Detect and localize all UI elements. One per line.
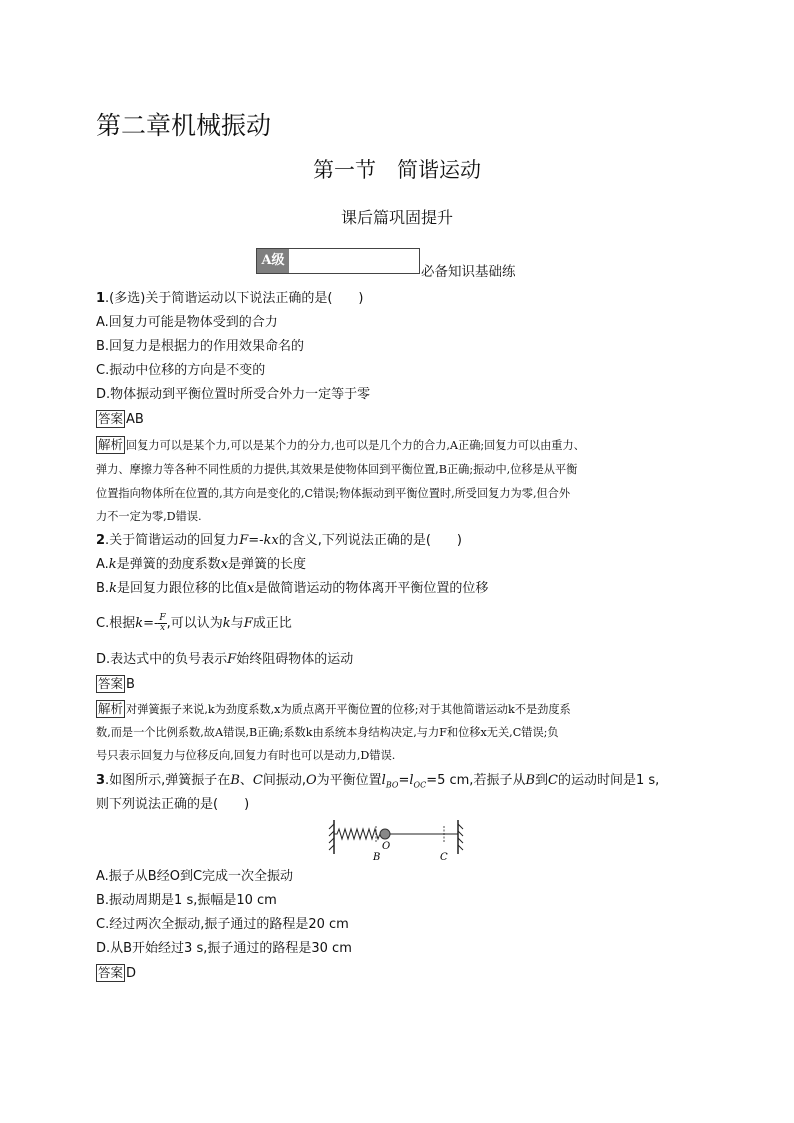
level-text: 必备知识基础练 <box>421 264 516 280</box>
oscillator-ball <box>380 829 390 839</box>
answer-tag: 答案 <box>98 676 124 691</box>
q2-stem-post: 的含义,下列说法正确的是( ) <box>278 533 462 548</box>
q3-stem-to: 到 <box>535 773 549 788</box>
q3-stem-post: =5 cm,若振子从 <box>426 773 526 788</box>
q1-number: 1 <box>96 291 106 306</box>
q3-stem-end: 的运动时间是1 s, <box>557 773 660 788</box>
q3-stem-b2: B <box>525 773 536 788</box>
q2-opt-a-mid: 是弹簧的劲度系数 <box>116 557 221 572</box>
q2-option-d <box>96 651 353 669</box>
q1-option-b: B.回复力是根据力的作用效果命名的 <box>96 339 305 354</box>
q2-analysis-line-2: 数,而是一个比例系数,故A错误,B正确;系数k由系统本身结构决定,与力F和位移x无关,C错误;负 <box>96 726 559 739</box>
section-title: 第一节 简谐运动 <box>313 158 481 182</box>
q3-stem-line-2: 则下列说法正确的是( ) <box>96 797 250 812</box>
q2-option-b <box>96 580 488 598</box>
q3-stem-l-bo: l <box>381 773 386 788</box>
q3-answer <box>96 964 136 983</box>
q2-formula: F=-kx <box>239 533 279 548</box>
q2-opt-c-k2: k <box>222 616 231 631</box>
q2-number: 2 <box>96 533 106 548</box>
q2-opt-a-x: x <box>220 557 229 572</box>
q2-opt-b-x: x <box>246 581 255 596</box>
q2-opt-c-post: 成正比 <box>252 616 292 631</box>
q3-stem-eq: = <box>398 773 410 788</box>
q3-stem-line-1 <box>96 772 659 795</box>
left-wall <box>329 820 334 854</box>
q3-stem-l-oc: l <box>409 773 414 788</box>
q2-opt-c-f: F <box>243 616 253 631</box>
q3-stem-c2: C <box>548 773 558 788</box>
q1-answer <box>96 410 144 429</box>
answer-tag: 答案 <box>98 411 124 426</box>
q2-option-a <box>96 556 306 574</box>
q2-answer <box>96 675 135 694</box>
q3-stem-mid: 间振动, <box>262 773 306 788</box>
q2-stem-pre: .关于简谐运动的回复力 <box>105 533 240 548</box>
q2-opt-c-mid: ,可以认为 <box>166 616 223 631</box>
chapter-title: 第二章机械振动 <box>96 111 272 140</box>
q3-option-d: D.从B开始经过3 s,振子通过的路程是30 cm <box>96 941 352 956</box>
q2-answer-value: B <box>126 677 135 692</box>
analysis-tag: 解析 <box>98 437 124 452</box>
q2-opt-c-with: 与 <box>230 616 244 631</box>
q2-analysis-line-1 <box>96 700 571 718</box>
q2-opt-d-f: F <box>227 652 237 667</box>
q2-opt-c-pre: C.根据 <box>96 616 136 631</box>
spring <box>334 829 381 839</box>
q3-number: 3 <box>96 773 106 788</box>
spring-oscillator-figure <box>326 816 466 866</box>
q1-option-a: A.回复力可能是物体受到的合力 <box>96 315 278 330</box>
level-badge: A级 <box>257 249 289 273</box>
q3-stem-sub-oc: OC <box>413 780 427 790</box>
q3-answer-value: D <box>126 966 137 981</box>
q3-option-c: C.经过两次全振动,振子通过的路程是20 cm <box>96 917 349 932</box>
q3-option-a: A.振子从B经O到C完成一次全振动 <box>96 869 294 884</box>
q1-option-d: D.物体振动到平衡位置时所受合外力一定等于零 <box>96 387 371 402</box>
q2-fraction <box>158 614 166 633</box>
right-wall <box>458 820 463 854</box>
q2-fraction-denominator: x <box>159 623 166 633</box>
q1-stem-text: .(多选)关于简谐运动以下说法正确的是( ) <box>105 291 364 306</box>
q2-opt-a-post: 是弹簧的长度 <box>228 557 307 572</box>
q2-opt-b-post: 是做简谐运动的物体离开平衡位置的位移 <box>254 581 489 596</box>
q2-opt-b-mid: 是回复力跟位移的比值 <box>116 581 247 596</box>
q1-option-c: C.振动中位移的方向是不变的 <box>96 363 266 378</box>
label-c: C <box>440 852 448 863</box>
q1-analysis-line-3: 位置指向物体所在位置的,其方向是变化的,C错误;物体振动到平衡位置时,所受回复力为零,但合外 <box>96 487 571 500</box>
q2-opt-c-k: k=- <box>135 616 159 631</box>
answer-tag: 答案 <box>98 965 124 980</box>
label-b: B <box>373 852 381 863</box>
q3-stem-pre: .如图所示,弹簧振子在 <box>105 773 231 788</box>
q3-stem-o: O <box>305 773 317 788</box>
q3-stem-c: C <box>252 773 263 788</box>
q2-opt-b-k: k <box>109 581 117 596</box>
q2-opt-d-pre: D.表达式中的负号表示 <box>96 652 228 667</box>
q3-stem-sep: 、 <box>239 773 253 788</box>
q3-stem-b: B <box>230 773 240 788</box>
q3-option-b: B.振动周期是1 s,振幅是10 cm <box>96 893 277 908</box>
q2-analysis-line-3: 号只表示回复力与位移反向,回复力有时也可以是动力,D错误. <box>96 749 396 762</box>
analysis-tag: 解析 <box>98 701 124 716</box>
subsection-title: 课后篇巩固提升 <box>340 208 453 227</box>
q1-analysis-text-1: 回复力可以是某个力,可以是某个力的分力,也可以是几个力的合力,A正确;回复力可以由重力、 <box>126 439 585 452</box>
q2-analysis-text-1: 对弹簧振子来说,k为劲度系数,x为质点离开平衡位置的位移;对于其他简谐运动k不是劲度系 <box>126 703 571 716</box>
q2-opt-a-pre: A. <box>96 557 109 572</box>
q2-option-c <box>96 614 292 633</box>
q3-stem-mid2: 为平衡位置 <box>316 773 382 788</box>
q1-stem <box>96 290 363 308</box>
label-o: O <box>382 841 391 852</box>
q2-opt-b-pre: B. <box>96 581 110 596</box>
q1-analysis-line-1 <box>96 436 585 454</box>
q3-stem-sub-bo: BO <box>385 780 399 790</box>
q2-stem <box>96 532 462 550</box>
q1-answer-value: AB <box>126 412 144 427</box>
q2-fraction-numerator: F <box>159 613 166 623</box>
q2-opt-d-post: 始终阻碍物体的运动 <box>236 652 354 667</box>
q1-analysis-line-4: 力不一定为零,D错误. <box>96 510 202 523</box>
q1-analysis-line-2: 弹力、摩擦力等各种不同性质的力提供,其效果是使物体回到平衡位置,B正确;振动中,位移是从平衡 <box>96 463 578 476</box>
q2-opt-a-k: k <box>108 557 117 572</box>
